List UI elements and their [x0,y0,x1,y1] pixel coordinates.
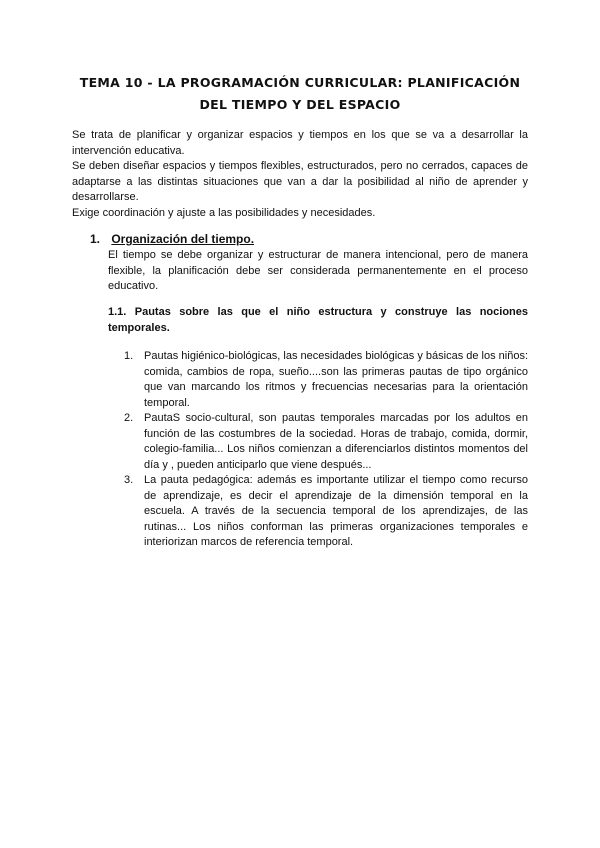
intro-paragraph-2: Se deben diseñar espacios y tiempos flexibles, estructurados, pero no cerrados, capaces de adaptarse a las distintas situaciones que van a dar la posibilidad al niño de aprender y desarrollarse. [72,160,528,203]
section-1-body: El tiempo se debe organizar y estructurar de manera intencional, pero de manera flexible, la planificación debe ser considerada permanentemente en el proceso educativo. [108,249,528,292]
title-line-2: DEL TIEMPO Y DEL ESPACIO [199,97,401,112]
list-item-number: 3. [124,474,134,486]
list-item-number: 2. [124,412,134,424]
subsection-1-1-heading: 1.1. Pautas sobre las que el niño estructura y construye las nociones temporales. [108,306,528,334]
document-title [60,72,540,116]
list-item [124,411,528,473]
section-1-heading [90,231,528,247]
list-item [124,473,528,551]
section-1-label: Organización del tiempo. [111,232,255,246]
list-item-text: Pautas higiénico-biológicas, las necesidades biológicas y básicas de los niños: comida, cambios de ropa, sueño....son las primeras pautas de tipo orgánico que van marcando los ritmos y frecuencias necesarias para la orientación temporal. [144,350,529,409]
intro-text [72,128,528,221]
list-item-text: La pauta pedagógica: además es importante utilizar el tiempo como recurso de aprendizaje, es decir el aprendizaje de la dimensión temporal en la escuela. A través de la secuencia temporal de los aprendizajes, de las rutinas... Los niños conforman las primeras organizaciones temporales e interiorizan marcos de referencia temporal. [144,474,528,548]
intro-paragraph-1: Se trata de planificar y organizar espacios y tiempos en los que se va a desarrollar la intervención educativa. [72,129,528,157]
intro-paragraph-3: Exige coordinación y ajuste a las posibilidades y necesidades. [72,206,376,219]
list-item-text: PautaS socio-cultural, son pautas temporales marcadas por los adultos en función de las costumbres de la sociedad. Horas de trabajo, comida, dormir, colegio-familia... Los niños comienzan a diferenciarlos distintos momentos del día y , pueden anticiparlo que viene después... [144,412,528,471]
list-item [124,349,528,411]
numbered-list [124,349,528,551]
list-item-number: 1. [124,350,134,362]
section-1-number: 1. [90,232,101,246]
title-line-1: TEMA 10 - LA PROGRAMACIÓN CURRICULAR: PLANIFICACIÓN [79,75,521,90]
